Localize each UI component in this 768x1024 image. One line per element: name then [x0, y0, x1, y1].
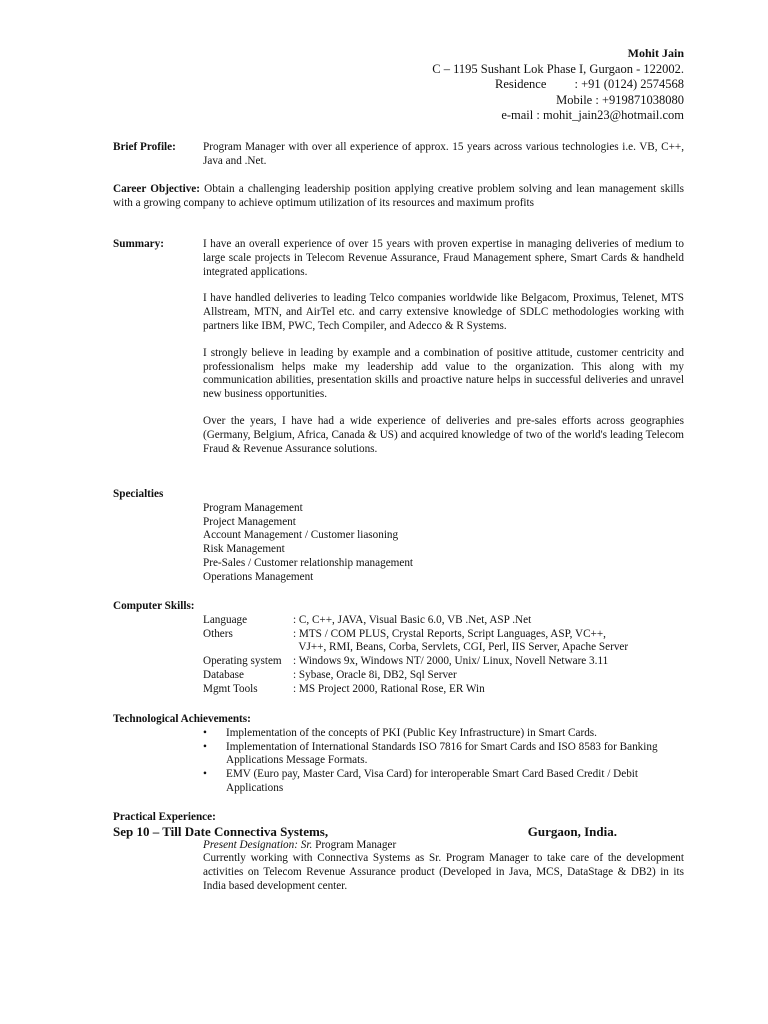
- skill-row: [203, 683, 684, 697]
- specialties-label: Specialties: [113, 488, 164, 500]
- tech-achievements-section: [113, 713, 684, 796]
- designation-sr: Sr.: [300, 838, 313, 851]
- specialty-item: Risk Management: [203, 543, 285, 556]
- experience-location: Gurgaon, India.: [527, 823, 617, 839]
- summary-paragraph: I have handled deliveries to leading Telco companies worldwide like Belgacom, Proximus, Telenet, MTS Allstream, MTN, and AirTel etc. and carry extensive knowledge of SDLC methodologies working with partners like IBM, PWC, Tech Compiler, and Adecco & R Systems.: [203, 292, 684, 332]
- address: C – 1195 Sushant Lok Phase I, Gurgaon - 122002.: [432, 61, 684, 76]
- specialty-item: Project Management: [203, 515, 296, 528]
- summary-paragraph: I have an overall experience of over 15 years with proven expertise in managing deliveries of medium to large scale projects in Telecom Revenue Assurance, Fraud Management sphere, Smart Cards & handheld integrated applications.: [203, 238, 684, 278]
- computer-skills-label: Computer Skills:: [113, 600, 195, 612]
- career-objective-text: Obtain a challenging leadership position applying creative problem solving and lean management skills with a growing company to achieve optimum utilization of its resources and maximum profits: [113, 183, 684, 209]
- skill-key: Mgmt Tools: [203, 682, 258, 695]
- experience-description: Currently working with Connectiva Systems as Sr. Program Manager to take care of the development activities on Telecom Revenue Assurance product (Developed in Java, MCS, DataStage & DB2) in its India based development center.: [203, 852, 684, 892]
- skill-row: [203, 641, 684, 655]
- tech-achievements-label: Technological Achievements:: [113, 713, 251, 725]
- brief-profile-text: Program Manager with over all experience of approx. 15 years across various technologies i.e. VB, C++, Java and .Net.: [203, 141, 684, 167]
- practical-experience-label: Practical Experience:: [113, 811, 216, 823]
- skill-value: : MTS / COM PLUS, Crystal Reports, Script Languages, ASP, VC++,: [293, 627, 606, 640]
- list-item: • Implementation of International Standards ISO 7816 for Smart Cards and ISO 8583 for Banking Applications Message Formats.: [203, 740, 658, 767]
- specialties-section: [113, 488, 684, 585]
- skill-key: Database: [203, 668, 244, 681]
- skill-row: [203, 628, 684, 642]
- bullet-icon: •: [203, 740, 207, 753]
- specialty-item: Pre-Sales / Customer relationship management: [203, 556, 414, 569]
- summary-paragraph: I strongly believe in leading by example and a combination of positive attitude, customer centricity and professionalism helps make my leadership add value to the organization. This along with my communication abilities, presentation skills and proactive nature helps in successful deliveries and unravel new business opportunities.: [203, 346, 684, 401]
- summary-section: [113, 238, 684, 456]
- list-item: • EMV (Euro pay, Master Card, Visa Card) for interoperable Smart Card Based Credit / Debit Applications: [203, 768, 639, 794]
- summary-paragraph: Over the years, I have had a wide experience of deliveries and pre-sales efforts across geographies (Germany, Belgium, Africa, Canada & US) and acquired knowledge of two of the world's leading Telecom Fraud & Revenue Assurance solutions.: [203, 414, 684, 455]
- brief-profile-section: [113, 141, 684, 169]
- designation-value: Program Manager: [315, 838, 397, 851]
- skill-key: Operating system: [203, 655, 282, 668]
- specialty-item: Account Management / Customer liasoning: [203, 529, 399, 542]
- list-item: • Implementation of the concepts of PKI (Public Key Infrastructure) in Smart Cards.: [203, 726, 597, 739]
- specialty-item: Program Management: [203, 501, 303, 514]
- candidate-name: Mohit Jain: [627, 46, 684, 60]
- experience-period-company: Sep 10 – Till Date Connectiva Systems,: [113, 823, 329, 839]
- skill-key: Language: [203, 613, 248, 626]
- skill-value: : Sybase, Oracle 8i, DB2, Sql Server: [293, 668, 457, 681]
- mobile-phone: Mobile : +919871038080: [556, 92, 684, 107]
- experience-title: [113, 825, 617, 839]
- computer-skills-section: [113, 600, 684, 697]
- skill-value: : C, C++, JAVA, Visual Basic 6.0, VB .Net, ASP .Net: [293, 613, 532, 626]
- skill-row: [203, 669, 684, 683]
- skill-value: : MS Project 2000, Rational Rose, ER Win: [293, 682, 485, 695]
- summary-label: Summary:: [113, 238, 164, 250]
- skill-value: VJ++, RMI, Beans, Corba, Servlets, CGI, Perl, IIS Server, Apache Server: [293, 641, 629, 654]
- designation-label: Present Designation:: [203, 838, 298, 851]
- practical-experience-section: [113, 811, 684, 894]
- skill-row: [203, 655, 684, 669]
- specialty-item: Operations Management: [203, 570, 314, 583]
- bullet-icon: •: [203, 768, 207, 781]
- skill-key: Others: [203, 627, 233, 640]
- skill-row: [203, 614, 684, 628]
- career-objective-label: Career Objective:: [113, 183, 200, 195]
- email: e-mail : mohit_jain23@hotmail.com: [501, 108, 684, 123]
- bullet-icon: •: [203, 726, 207, 739]
- career-objective-section: [113, 183, 684, 211]
- residence-phone: Residence : +91 (0124) 2574568: [495, 77, 684, 92]
- skill-key: [203, 641, 293, 655]
- brief-profile-label: Brief Profile:: [113, 141, 176, 153]
- designation: [203, 839, 684, 853]
- contact-header: [432, 46, 684, 124]
- skill-value: : Windows 9x, Windows NT/ 2000, Unix/ Linux, Novell Netware 3.11: [293, 655, 609, 668]
